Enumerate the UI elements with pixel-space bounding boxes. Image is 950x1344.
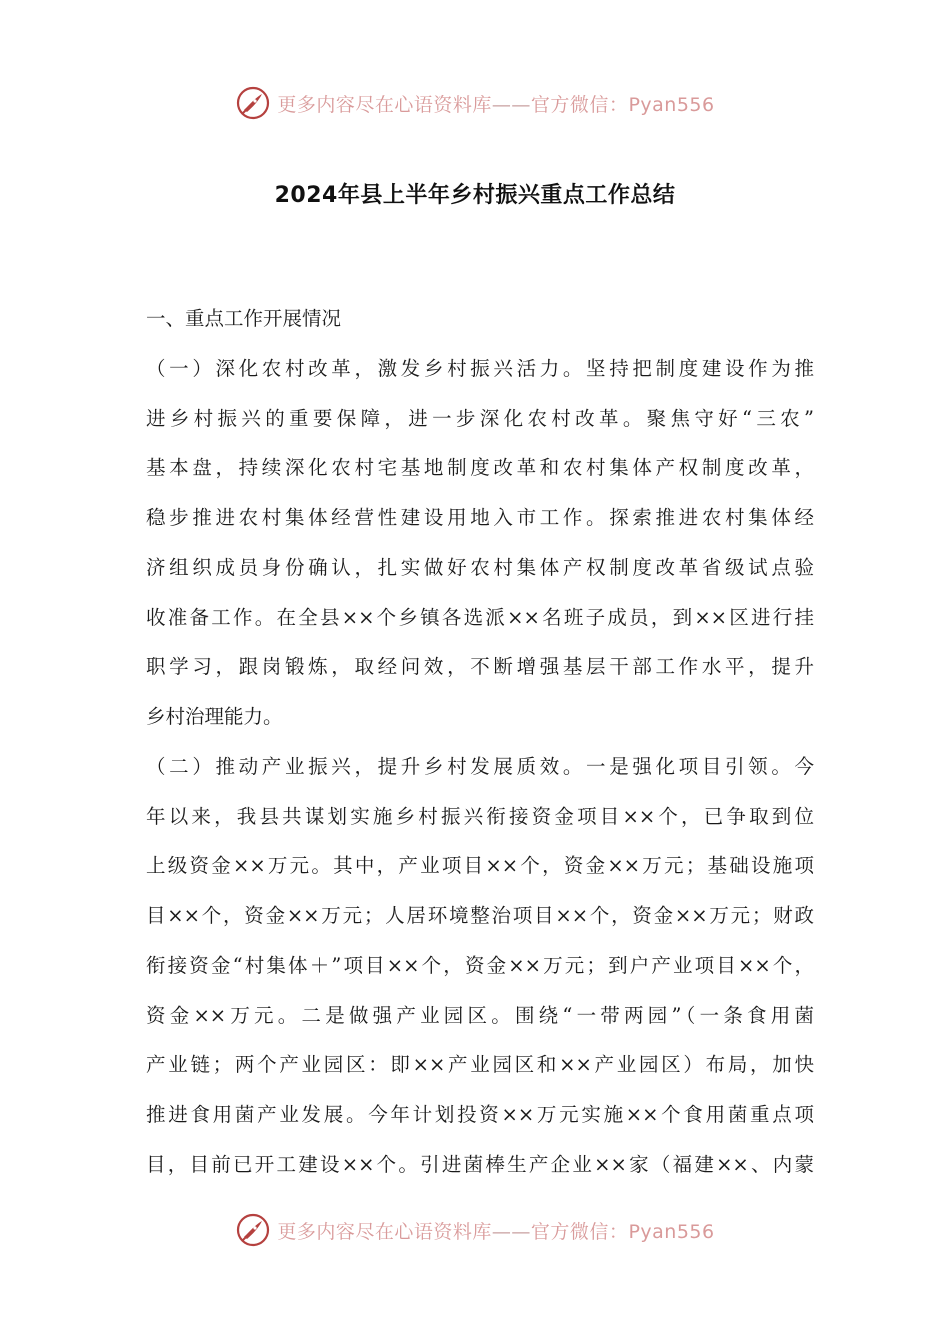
pen-nib-logo-icon bbox=[235, 85, 271, 121]
watermark-channel: 官方微信： bbox=[530, 1220, 629, 1243]
watermark-label: 更多内容尽在心语资料库 bbox=[277, 1220, 492, 1243]
body-line: 乡村治理能力。 bbox=[146, 705, 283, 728]
body-line: 基本盘，持续深化农村宅基地制度改革和农村集体产权制度改革， bbox=[146, 456, 814, 480]
document-body bbox=[146, 294, 814, 1190]
document-title: 2024年县上半年乡村振兴重点工作总结 bbox=[274, 183, 676, 208]
body-line: 资金××万元。二是做强产业园区。围绕“一带两园”（一条食用菌 bbox=[146, 1003, 814, 1027]
body-line: 推进食用菌产业发展。今年计划投资××万元实施××个食用菌重点项 bbox=[146, 1103, 814, 1126]
body-line: 进乡村振兴的重要保障，进一步深化农村改革。聚焦守好“三农” bbox=[146, 406, 814, 430]
body-line: 职学习，跟岗锻炼，取经问效，不断增强基层干部工作水平，提升 bbox=[146, 655, 814, 679]
pen-nib-logo-icon bbox=[235, 1212, 271, 1248]
body-line: 目，目前已开工建设××个。引进菌棒生产企业××家（福建××、内蒙 bbox=[146, 1152, 814, 1176]
body-line: 衔接资金“村集体＋”项目××个，资金××万元；到户产业项目××个， bbox=[146, 953, 814, 977]
header-watermark bbox=[0, 83, 950, 123]
body-line: 济组织成员身份确认，扎实做好农村集体产权制度改革省级试点验 bbox=[146, 555, 814, 579]
watermark-label: 更多内容尽在心语资料库 bbox=[277, 93, 492, 116]
body-line: 收准备工作。在全县××个乡镇各选派××名班子成员，到××区进行挂 bbox=[146, 605, 814, 629]
body-line: 目××个，资金××万元；人居环境整治项目××个，资金××万元；财政 bbox=[146, 904, 814, 927]
watermark-dash: —— bbox=[491, 93, 531, 116]
watermark-channel: 官方微信： bbox=[530, 93, 629, 116]
watermark-id: Pyan556 bbox=[628, 93, 715, 116]
body-line: 年以来，我县共谋划实施乡村振兴衔接资金项目××个，已争取到位 bbox=[146, 804, 814, 828]
body-line: （一）深化农村改革，激发乡村振兴活力。坚持把制度建设作为推 bbox=[146, 356, 814, 380]
body-line: 产业链；两个产业园区：即××产业园区和××产业园区）布局，加快 bbox=[146, 1053, 814, 1077]
body-line: 上级资金××万元。其中，产业项目××个，资金××万元；基础设施项 bbox=[146, 854, 814, 878]
body-line: 稳步推进农村集体经营性建设用地入市工作。探索推进农村集体经 bbox=[146, 506, 814, 529]
watermark-text bbox=[277, 1217, 714, 1244]
footer-watermark bbox=[0, 1210, 950, 1250]
section-heading: 一、重点工作开展情况 bbox=[146, 307, 342, 330]
body-line: （二）推动产业振兴，提升乡村发展质效。一是强化项目引领。今 bbox=[146, 754, 814, 778]
watermark-dash: —— bbox=[491, 1220, 531, 1243]
watermark-text bbox=[277, 90, 714, 117]
watermark-id: Pyan556 bbox=[628, 1220, 715, 1243]
